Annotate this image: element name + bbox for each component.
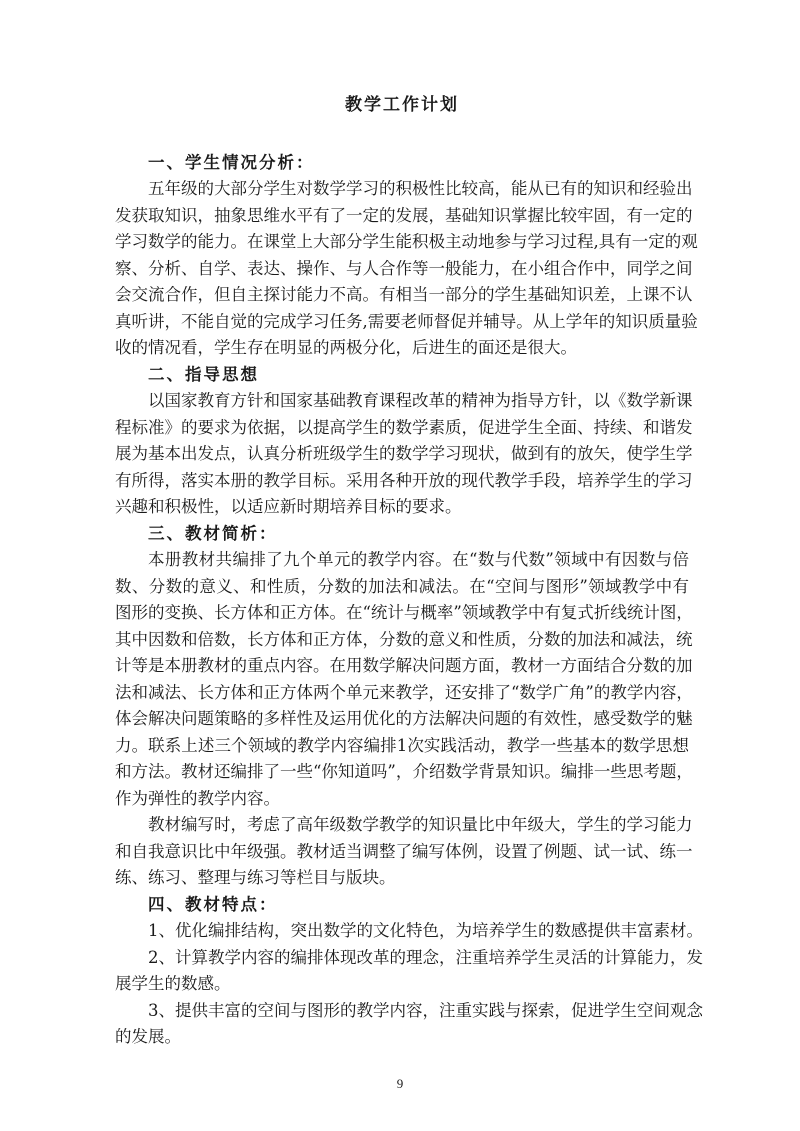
paragraph-line: 和自我意识比中年级强。教材适当调整了编写体例，设置了例题、试一试、练一 xyxy=(115,841,693,861)
paragraph-line: 真听讲，不能自觉的完成学习任务,需要老师督促并辅导。从上学年的知识质量验 xyxy=(115,311,698,331)
paragraph-line: 本册教材共编排了九个单元的教学内容。在“数与代数”领域中有因数与倍 xyxy=(148,550,689,569)
paragraph-line: 有所得，落实本册的教学目标。采用各种开放的现代教学手段，培养学生的学习 xyxy=(115,470,693,490)
paragraph-line: 练、练习、整理与练习等栏目与版块。 xyxy=(115,868,396,887)
paragraph-line: 体会解决问题策略的多样性及运用优化的方法解决问题的有效性，感受数学的魅 xyxy=(115,709,693,728)
section-heading: 一、学生情况分析： xyxy=(148,152,315,172)
paragraph-line: 展为基本出发点，认真分析班级学生的数学学习现状，做到有的放矢，使学生学 xyxy=(115,444,693,463)
section-heading: 四、教材特点： xyxy=(148,894,278,914)
paragraph-line: 图形的变换、长方体和正方体。在“统计与概率”领域教学中有复式折线统计图， xyxy=(115,603,693,622)
paragraph-line: 兴趣和积极性，以适应新时期培养目标的要求。 xyxy=(115,497,462,516)
document-page xyxy=(115,92,703,1051)
paragraph-line: 1、优化编排结构，突出数学的文化特色，为培养学生的数感提供丰富素材。 xyxy=(148,921,703,940)
paragraph-line: 法和减法、长方体和正方体两个单元来教学，还安排了“数学广角”的教学内容， xyxy=(115,682,693,702)
paragraph-line: 以国家教育方针和国家基础教育课程改革的精神为指导方针，以《数学新课 xyxy=(148,391,693,410)
paragraph-line: 察、分析、自学、表达、操作、与人合作等一般能力，在小组合作中，同学之间 xyxy=(115,258,693,278)
paragraph-line: 作为弹性的教学内容。 xyxy=(115,788,280,808)
paragraph-line: 学习数学的能力。在课堂上大部分学生能积极主动地参与学习过程,具有一定的观 xyxy=(115,232,698,251)
paragraph-line: 和方法。教材还编排了一些“你知道吗”，介绍数学背景知识。编排一些思考题， xyxy=(115,762,693,781)
page-title: 教学工作计划 xyxy=(345,95,459,115)
section-heading: 二、指导思想 xyxy=(148,364,259,384)
paragraph-line: 发获取知识，抽象思维水平有了一定的发展，基础知识掌握比较牢固，有一定的 xyxy=(115,205,693,225)
paragraph-line: 收的情况看，学生存在明显的两极分化，后进生的面还是很大。 xyxy=(115,338,577,357)
document-body xyxy=(115,150,703,1051)
page-number: 9 xyxy=(396,1076,404,1091)
paragraph-line: 计等是本册教材的重点内容。在用数学解决问题方面，教材一方面结合分数的加 xyxy=(115,656,693,675)
paragraph-line: 其中因数和倍数，长方体和正方体，分数的意义和性质，分数的加法和减法，统 xyxy=(115,629,693,649)
paragraph-line: 力。联系上述三个领域的教学内容编排1次实践活动，教学一些基本的数学思想 xyxy=(115,735,689,755)
section-heading: 三、教材简析： xyxy=(148,523,278,543)
paragraph-line: 五年级的大部分学生对数学学习的积极性比较高，能从已有的知识和经验出 xyxy=(148,179,693,198)
paragraph-line: 展学生的数感。 xyxy=(115,974,231,993)
paragraph-line: 3、提供丰富的空间与图形的教学内容，注重实践与探索，促进学生空间观念 xyxy=(148,1000,703,1020)
paragraph-line: 会交流合作，但自主探讨能力不高。有相当一部分的学生基础知识差，上课不认 xyxy=(115,285,693,304)
paragraph-line: 程标准》的要求为依据，以提高学生的数学素质，促进学生全面、持续、和谐发 xyxy=(115,417,693,437)
paragraph-line: 数、分数的意义、和性质，分数的加法和减法。在“空间与图形”领域教学中有 xyxy=(115,576,689,596)
spacer xyxy=(115,119,689,150)
paragraph-line: 教材编写时，考虑了高年级数学教学的知识量比中年级大，学生的学习能力 xyxy=(148,815,693,834)
paragraph-line: 2、计算教学内容的编排体现改革的理念，注重培养学生灵活的计算能力，发 xyxy=(148,947,703,967)
paragraph-line: 的发展。 xyxy=(115,1027,181,1046)
